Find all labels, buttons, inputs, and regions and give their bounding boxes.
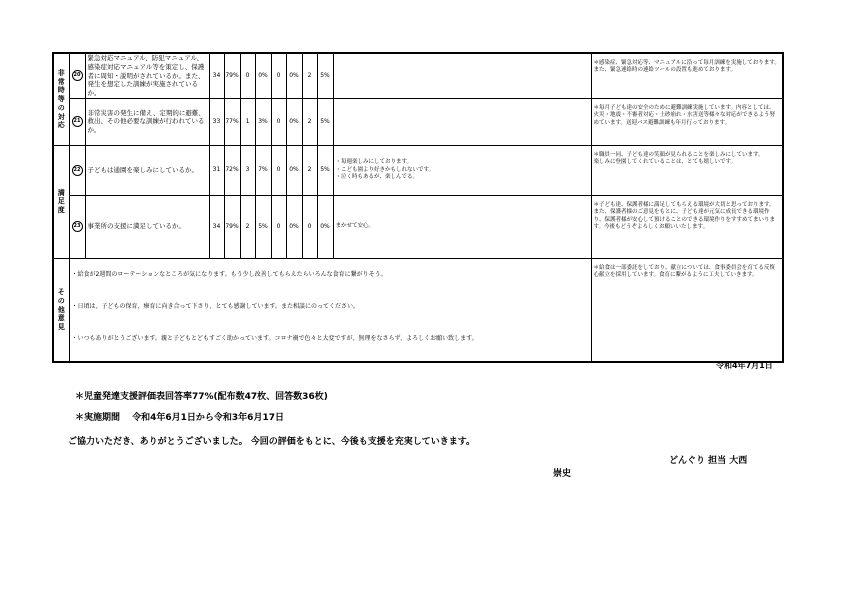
opinion-line: ・給食が2週間のローテーションなところが気になります。もう少し改善してもらえたらいろんな食育に繋がりそう。	[71, 271, 387, 279]
question-number: 23	[69, 195, 85, 258]
table-row	[53, 53, 783, 98]
maybe-percent: 7%	[255, 145, 271, 195]
unknown-percent: 5%	[317, 53, 333, 98]
question-text: 子どもは通園を楽しみにしているか。	[85, 145, 209, 195]
facility-response: ＊感染症、緊急対応等、マニュアルに沿って毎月訓練を実施しております。また、緊急連絡時の連絡ツールの設置も進めております。	[591, 53, 783, 98]
question-number: 20	[69, 53, 85, 98]
unknown-count: 2	[302, 145, 317, 195]
unknown-percent: 5%	[317, 98, 333, 145]
yes-percent: 79%	[224, 53, 240, 98]
maybe-percent: 3%	[255, 98, 271, 145]
question-number: 21	[69, 98, 85, 145]
yes-percent: 79%	[224, 195, 240, 258]
parent-comments: まかせて安心。	[333, 195, 591, 258]
no-count: 0	[271, 98, 286, 145]
unknown-count: 2	[302, 53, 317, 98]
category-emergency: 非 常 時 等 の 対 応	[53, 53, 69, 145]
maybe-count: 2	[240, 195, 255, 258]
no-percent: 0%	[286, 195, 302, 258]
opinion-line: ・日頃は、子どもの保育、療育に向き合って下さり、とても感謝しています。また相談にのってください。	[71, 303, 359, 311]
facility-response: ＊子ども達、保護者様に満足してもらえる環境が大切と思っております。また、保護者様のご意見をもとに、子ども達が元気に成長できる環境作り、保護者様が安心して預けることのできる環境作りをすすめてまいります。今後もどうぞよろしくお願いいたします。	[591, 195, 783, 258]
opinion-line: ・いつもありがとうございます。親と子どもとどもすごく助かっています。コロナ禍で色々と大変ですが、無理をなさらず、よろしくお願い致します。	[71, 335, 478, 343]
table-row	[53, 195, 783, 258]
unknown-count: 0	[302, 195, 317, 258]
unknown-percent: 0%	[317, 195, 333, 258]
no-percent: 0%	[286, 145, 302, 195]
table-row	[53, 258, 783, 362]
question-number: 22	[69, 145, 85, 195]
other-opinions	[69, 258, 591, 362]
period-note: ＊実施期間 令和4年6月1日から令和3年6月17日	[75, 413, 284, 423]
thanks-message: ご協力いただき、ありがとうございました。 今回の評価をもとに、今後も支援を充実していきます。	[68, 437, 476, 447]
parent-comments: ・毎週楽しみにしております。 ・こども園より好きかもしれないです。 ・泣く時もあるが、楽しんでる。	[333, 145, 591, 195]
maybe-percent: 5%	[255, 195, 271, 258]
facility-response: ＊職員一同、子ども達の笑顔が見られることを楽しみにしています。 楽しみに登園してくれていることは、とても嬉しいです。	[591, 145, 783, 195]
unknown-percent: 5%	[317, 145, 333, 195]
yes-count: 33	[209, 98, 224, 145]
yes-count: 34	[209, 53, 224, 98]
document-date: 令和4年7月1日	[716, 361, 773, 370]
yes-count: 31	[209, 145, 224, 195]
facility-response: ＊毎月子ども達の安全のために避難訓練実施しています。内容としては、火災・地震・不審者対応・土砂崩れ・水害送等様々な対応ができるよう努めています。送迎バス避難訓練も年月行っております。	[591, 98, 783, 145]
maybe-percent: 0%	[255, 53, 271, 98]
evaluation-table	[52, 52, 784, 363]
no-percent: 0%	[286, 98, 302, 145]
unknown-count: 2	[302, 98, 317, 145]
table-row	[53, 98, 783, 145]
no-count: 0	[271, 145, 286, 195]
maybe-count: 1	[240, 98, 255, 145]
category-other: そ の 他 意 見	[53, 258, 69, 362]
yes-count: 34	[209, 195, 224, 258]
signature: どんぐり 担当 大西	[669, 456, 748, 466]
question-text: 緊急対応マニュアル、防犯マニュアル、感染症対応マニュアル等を策定し、保護者に周知・説明がされているか。また、発生を想定した訓練が実施されているか。	[85, 53, 209, 98]
category-satisfaction: 満 足 度	[53, 145, 69, 258]
yes-percent: 72%	[224, 145, 240, 195]
signature-name: 崇史	[553, 469, 572, 479]
maybe-count: 0	[240, 53, 255, 98]
table-row	[53, 145, 783, 195]
facility-response: ＊給食は一部委託をしており、献立については、食事委員会を育てる反復心献立を採用しています。食育に繋がるように工夫していきます。	[591, 258, 783, 362]
no-count: 0	[271, 195, 286, 258]
response-rate-note: ＊児童発達支援評価表回答率77%(配布数47枚、回答数36枚)	[75, 392, 328, 402]
yes-percent: 77%	[224, 98, 240, 145]
question-text: 非常災害の発生に備え、定期的に避難、救出、その他必要な訓練が行われているか。	[85, 98, 209, 145]
no-count: 0	[271, 53, 286, 98]
parent-comments	[333, 98, 591, 145]
maybe-count: 3	[240, 145, 255, 195]
no-percent: 0%	[286, 53, 302, 98]
parent-comments	[333, 53, 591, 98]
question-text: 事業所の支援に満足しているか。	[85, 195, 209, 258]
